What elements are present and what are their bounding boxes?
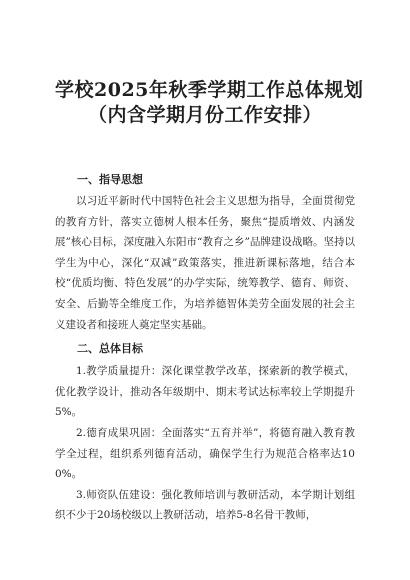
paragraph-goal-moral-education: 2.德育成果巩固：全面落实“五育并举”，将德育融入教育教学全过程，组织系列德育活动，确保学生行为规范合格率达100%。 xyxy=(55,426,355,481)
paragraph-goal-teaching-quality: 1.教学质量提升：深化课堂教学改革，探索新的教学模式，优化教学设计，推动各年级期中、期末考试达标率较上学期提升5%。 xyxy=(55,365,355,419)
paragraph-goal-teacher-development: 3.师资队伍建设：强化教师培训与教研活动，本学期计划组织不少于20场校级以上教研活动，培养5-8名骨干教师， xyxy=(55,488,355,522)
document-title: 学校2025年秋季学期工作总体规划 xyxy=(55,79,364,101)
document-subtitle: （内含学期月份工作安排） xyxy=(87,104,322,126)
paragraph-guiding-ideology: 以习近平新时代中国特色社会主义思想为指导，全面贯彻党的教育方针，落实立德树人根本任务，聚焦“提质增效、内涵发展”核心目标，深度融入东阳市“教育之乡”品牌建设战略。坚持以学生为中心，深化“双减”政策落实，推进新课标落地，结合本校“优质均衡、特色发展”的办学实际，统筹教学、德育、师资、安全、后勤等全维度工作，为培养德智体美劳全面发展的社会主义建设者和接班人奠定坚实基础。 xyxy=(55,195,355,331)
section-heading-guiding-ideology: 一、指导思想 xyxy=(77,173,143,186)
section-heading-overall-goals: 二、总体目标 xyxy=(77,342,143,356)
